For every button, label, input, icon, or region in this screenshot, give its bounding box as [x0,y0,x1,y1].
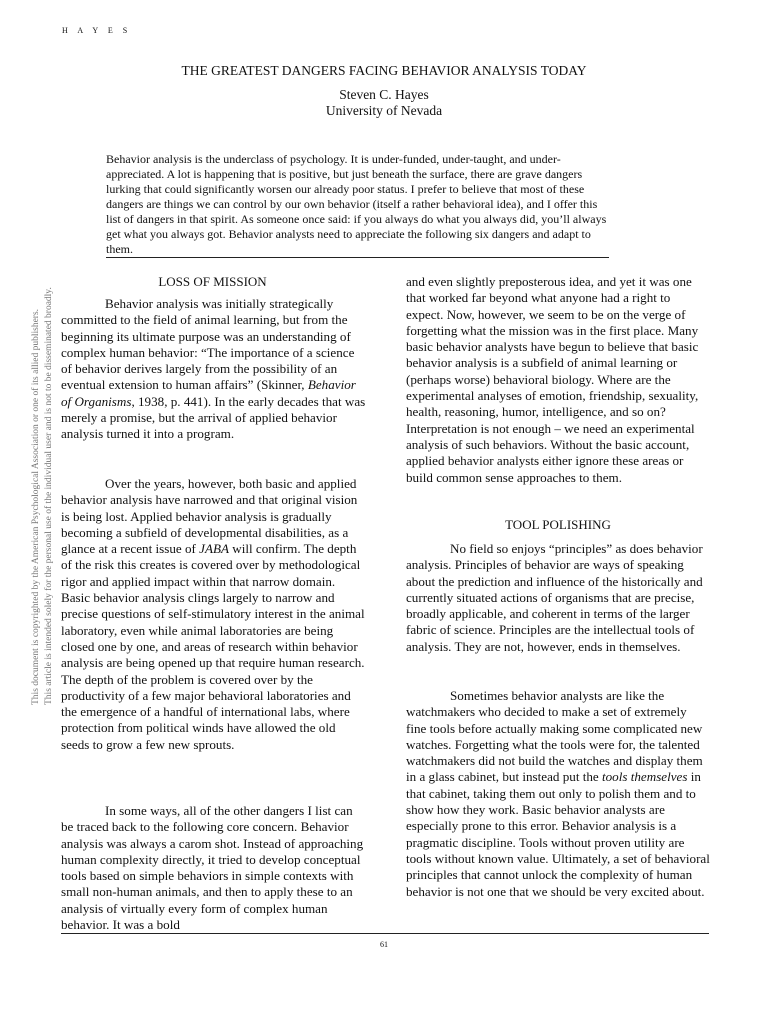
right-column-continuation [406,274,710,486]
text-run: , 1938, p. 441). In the early decades that was merely a promise, but the arrival of applied behavior analysis turned it into a program. [61,393,366,442]
author-affiliation: University of Nevada [325,103,443,118]
paragraph-text: No field so enjoys “principles” as does behavior analysis. Principles of behavior are ways of speaking about the prediction and influence of the historically and currently situated actions of organisms that are precise, broadly applicable, and coherent in terms of the larger fabric of science. Principles are the intellectual tools of analysis. They are not, however, ends in themselves. [406,541,703,654]
copyright-line-2: This article is intended solely for the personal use of the individual user and is not to be disseminated broadly. [44,287,54,705]
abstract: Behavior analysis is the underclass of psychology. It is under-funded, under-taught, and under-appreciated. A lot is happening that is positive, but just beneath the surface, there are grave dangers lurking that could significantly worsen our already poor status. I prefer to believe that most of these dangers are things we can control by our own behavior (itself a rather behavioral idea), and I offer this list of dangers in that spirit. As someone once said: if you always do what you always did, you’ll always get what you always got. Behavior analysts need to appreciate the following six dangers and adapt to them. [106,152,607,256]
author-block [0,87,768,119]
left-column-paragraph-2 [61,476,366,753]
paragraph-text: In some ways, all of the other dangers I list can be traced back to the following core concern. Behavior analysis was always a carom shot. Instead of approaching human complexity directly, it tried to develop conceptual tools based on simple behaviors in simple contexts with small non-human animals, and then to apply these to an analysis of virtually every form of complex human behavior. It was a bold [61,803,364,933]
right-column-paragraph-2 [406,688,710,900]
running-head: H A Y E S [62,26,132,35]
text-run: Over the years, however, both basic and applied behavior analysis have narrowed and that original vision is being lost. Applied behavior analysis is gradually becoming a subfield of developmental disabilities, as a glance at a recent issue of [61,476,358,557]
italic-journal: JABA [199,541,229,557]
article-title: THE GREATEST DANGERS FACING BEHAVIOR ANALYSIS TODAY [181,63,587,78]
right-column-paragraph-1 [406,541,710,655]
paragraph-text: and even slightly preposterous idea, and yet it was one that worked far beyond what anyone had a right to expect. Now, however, we seem to be on the verge of forgetting what the mission was in the first place. Many basic behavior analysts have begun to believe that basic behavior analysis is a subfield of animal learning or (perhaps worse) behavioral biology. Where are the experimental analyses of emotion, friendship, sexuality, health, reasoning, humor, intelligence, and so on? Interpretation is not enough – we need an experimental analysis of such behaviors. Without the basic account, applied behavior analysts either ignore these areas or build common sense approaches to them. [406,274,699,485]
text-run: will confirm. The depth of the risk this creates is covered over by methodological rigor and applied impact within that narrow domain. Basic behavior analysis clings largely to narrow and precise questions of self-stimulatory interest in the animal laboratory, even while animal laboratories are being closed one by one, and areas of research within behavior analysis are being opened up that require human research. The depth of the problem is covered over by the productivity of a few major behavioral laboratories and the emergence of a handful of international labs, where protection from political winds have allowed the old seeds to grow a few new sprouts. [61,541,365,752]
italic-phrase: tools themselves [602,769,688,785]
text-run: in that cabinet, taking them out only to polish them and to show how they work. Basic behavior analysts are especially prone to this error. Behavior analysis is a pragmatic discipline. Tools without proven utility are tools without known value. Ultimately, a set of behavioral principles that cannot unlock the complexity of human behavior is not one that we should be very excited about. [406,769,710,899]
text-run: Behavior analysis was initially strategically committed to the field of animal learning, but from the beginning its ultimate purpose was an understanding of complex human behavior: “The importance of a science of behavior derives largely from the possibility of an eventual extension to human affairs” (Skinner, [61,296,355,393]
left-column-paragraph-1 [61,296,366,443]
footer-divider [61,933,709,934]
section-heading-loss-of-mission: LOSS OF MISSION [158,274,267,289]
left-column-paragraph-3 [61,803,366,933]
author-name: Steven C. Hayes [339,87,429,102]
copyright-line-1: This document is copyrighted by the American Psychological Association or one of its allied publishers. [31,308,41,705]
text-run: Sometimes behavior analysts are like the watchmakers who decided to make a set of extremely fine tools before actually making some complicated new watches. Forgetting what the tools were for, the talented watchmakers did not build the watches and display them in a glass cabinet, but instead put the [406,688,703,785]
page-number: 61 [380,940,388,949]
section-heading-tool-polishing: TOOL POLISHING [505,517,611,532]
abstract-divider [106,257,609,258]
copyright-sidenote [30,285,56,705]
italic-title: Behavior of Organisms [61,377,356,409]
